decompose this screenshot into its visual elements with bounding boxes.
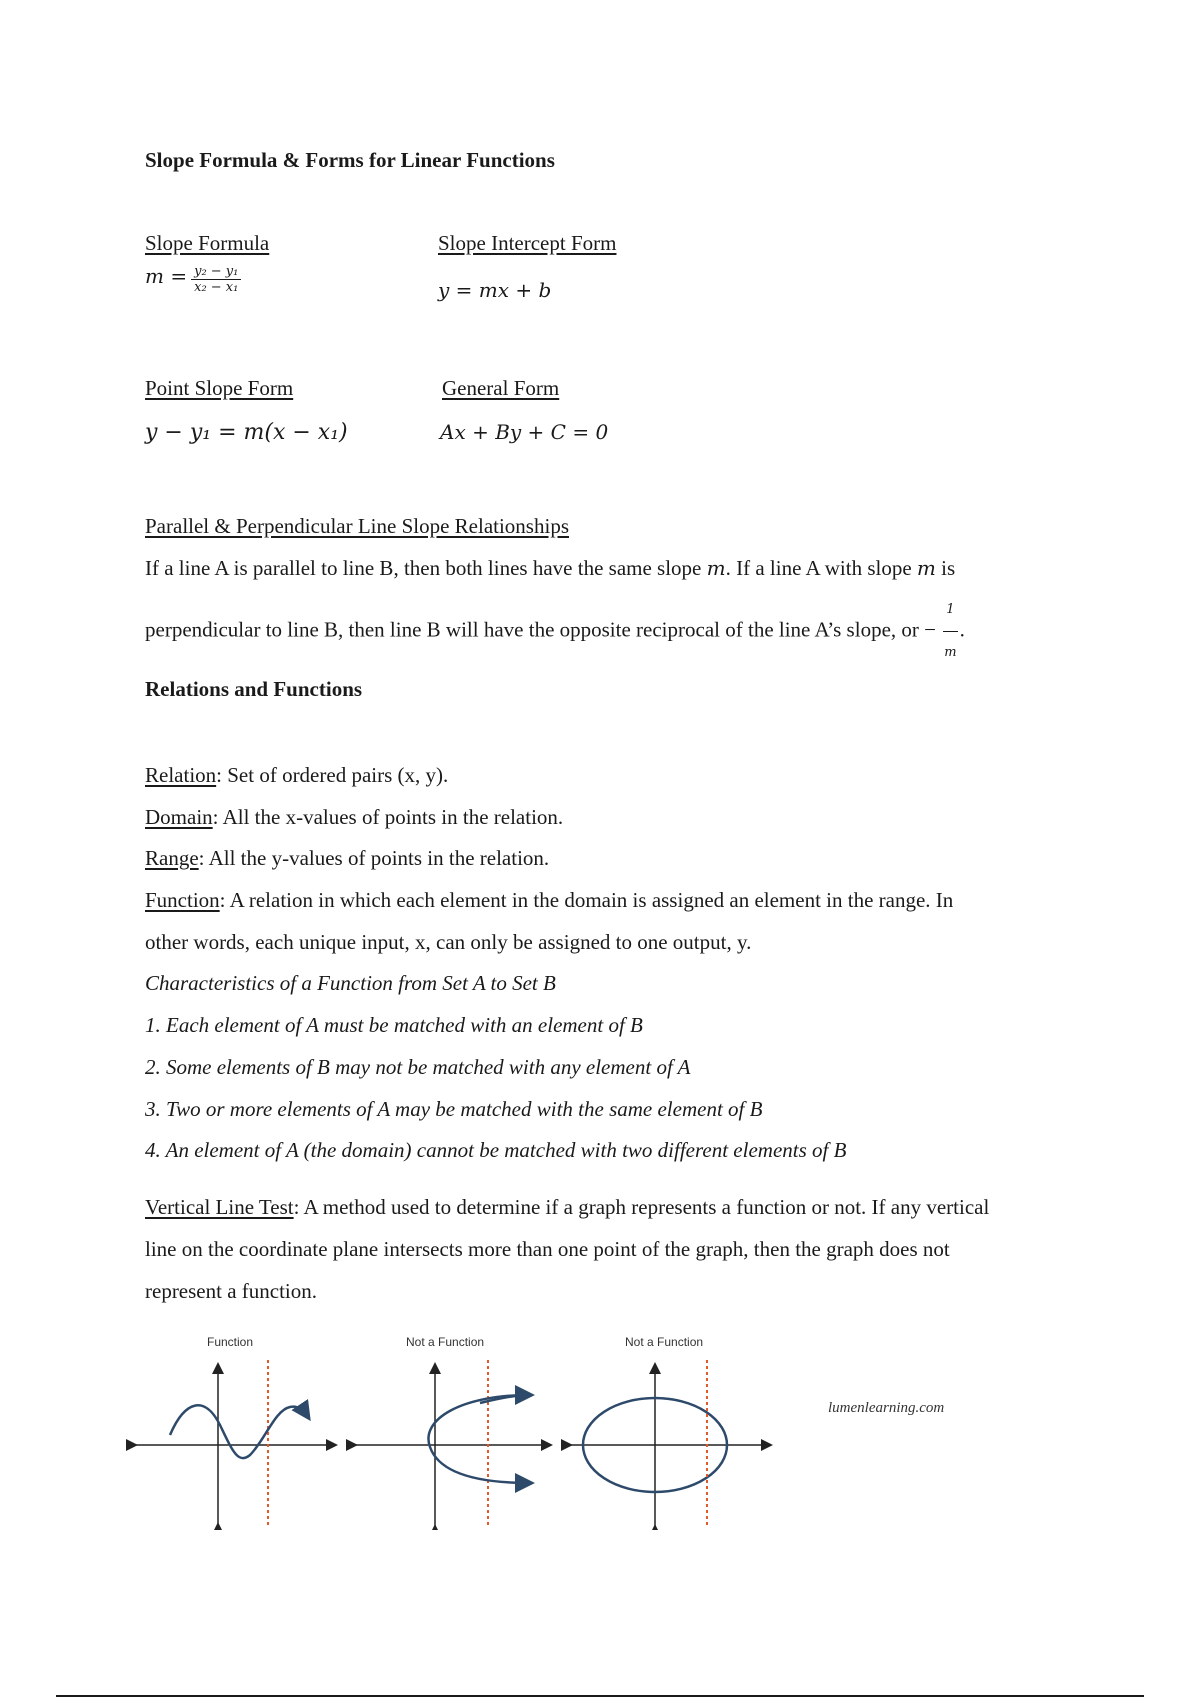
slope-intercept-formula: y = mx + b (438, 278, 552, 302)
graph-title-not-function-2: Not a Function (625, 1335, 704, 1349)
characteristic-item: 4. An element of A (the domain) cannot be matched with two different elements of B (145, 1138, 847, 1162)
general-form-label: General Form (442, 376, 560, 400)
graph-not-function-parabola (355, 1360, 550, 1527)
reciprocal-fraction (941, 589, 959, 674)
parallel-text-end: . (959, 617, 965, 642)
parallel-perpendicular-label: Parallel & Perpendicular Line Slope Relationships (145, 514, 569, 538)
slope-formula-lhs: m = (145, 264, 188, 289)
function-curve (170, 1405, 308, 1458)
range-text: : All the y-values of points in the relation. (198, 846, 550, 870)
characteristics-heading: Characteristics of a Function from Set A to Set B (145, 971, 556, 995)
relations-title: Relations and Functions (145, 677, 363, 701)
footer-divider (56, 1695, 1144, 1697)
characteristic-item: 3. Two or more elements of A may be matched with the same element of B (145, 1097, 763, 1121)
parallel-text-b: . If a line A with slope (725, 556, 917, 580)
point-slope-formula: y − y₁ = m(x − x₁) (145, 420, 348, 445)
slope-formula (145, 264, 241, 295)
vlt-text-line-3: represent a function. (145, 1279, 318, 1303)
vlt-term: Vertical Line Test (145, 1195, 294, 1219)
source-credit: lumenlearning.com (828, 1400, 945, 1416)
domain-definition (145, 796, 1125, 838)
parallel-text-c: is (935, 556, 956, 580)
parallel-line-2 (145, 589, 1125, 674)
domain-text: : All the x-values of points in the relation. (212, 805, 564, 829)
vlt-text-1: : A method used to determine if a graph represents a function or not. If any vertical (293, 1195, 990, 1219)
relation-term: Relation (145, 763, 217, 787)
function-definition-cont (145, 921, 1125, 963)
page-title: Slope Formula & Forms for Linear Functions (145, 148, 555, 172)
domain-term: Domain (145, 805, 213, 829)
vlt-definition (145, 1186, 1125, 1228)
characteristic-item: 1. Each element of A must be matched with an element of B (145, 1013, 643, 1037)
relation-definition (145, 754, 1125, 796)
slope-formula-denominator: x₂ − x₁ (194, 280, 239, 295)
vlt-text-line-2: line on the coordinate plane intersects more than one point of the graph, then the graph does not (145, 1237, 950, 1261)
parallel-text-2: perpendicular to line B, then line B will have the opposite reciprocal of the line A’s slope, or − (145, 617, 936, 642)
relation-text: : Set of ordered pairs (x, y). (216, 763, 449, 787)
parallel-text-a: If a line A is parallel to line B, then both lines have the same slope (145, 556, 707, 580)
slope-formula-label: Slope Formula (145, 231, 270, 255)
function-term: Function (145, 888, 220, 912)
slope-formula-fraction (191, 264, 241, 295)
function-text-1: : A relation in which each element in the domain is assigned an element in the range. In (219, 888, 954, 912)
range-definition (145, 837, 1125, 879)
slope-formula-numerator: y₂ − y₁ (191, 264, 241, 280)
graph-not-function-ellipse (570, 1360, 770, 1527)
point-slope-label: Point Slope Form (145, 376, 294, 400)
parallel-line-1 (145, 547, 1125, 589)
graph-title-function: Function (207, 1335, 254, 1349)
slope-symbol-2: m (916, 556, 936, 580)
slope-symbol-1: m (706, 556, 726, 580)
graph-function (135, 1360, 335, 1527)
graph-title-not-function-1: Not a Function (406, 1335, 485, 1349)
function-definition (145, 879, 1125, 921)
reciprocal-numerator: 1 (943, 589, 957, 632)
slope-intercept-label: Slope Intercept Form (438, 231, 617, 255)
characteristic-item: 2. Some elements of B may not be matched with any element of A (145, 1055, 691, 1079)
general-form-formula: Ax + By + C = 0 (440, 420, 609, 444)
reciprocal-denominator: m (944, 645, 957, 660)
parabola-curve (428, 1395, 530, 1483)
function-text-2: other words, each unique input, x, can only be assigned to one output, y. (145, 930, 752, 954)
range-term: Range (145, 846, 199, 870)
vertical-line-test-graphs (120, 1355, 800, 1530)
